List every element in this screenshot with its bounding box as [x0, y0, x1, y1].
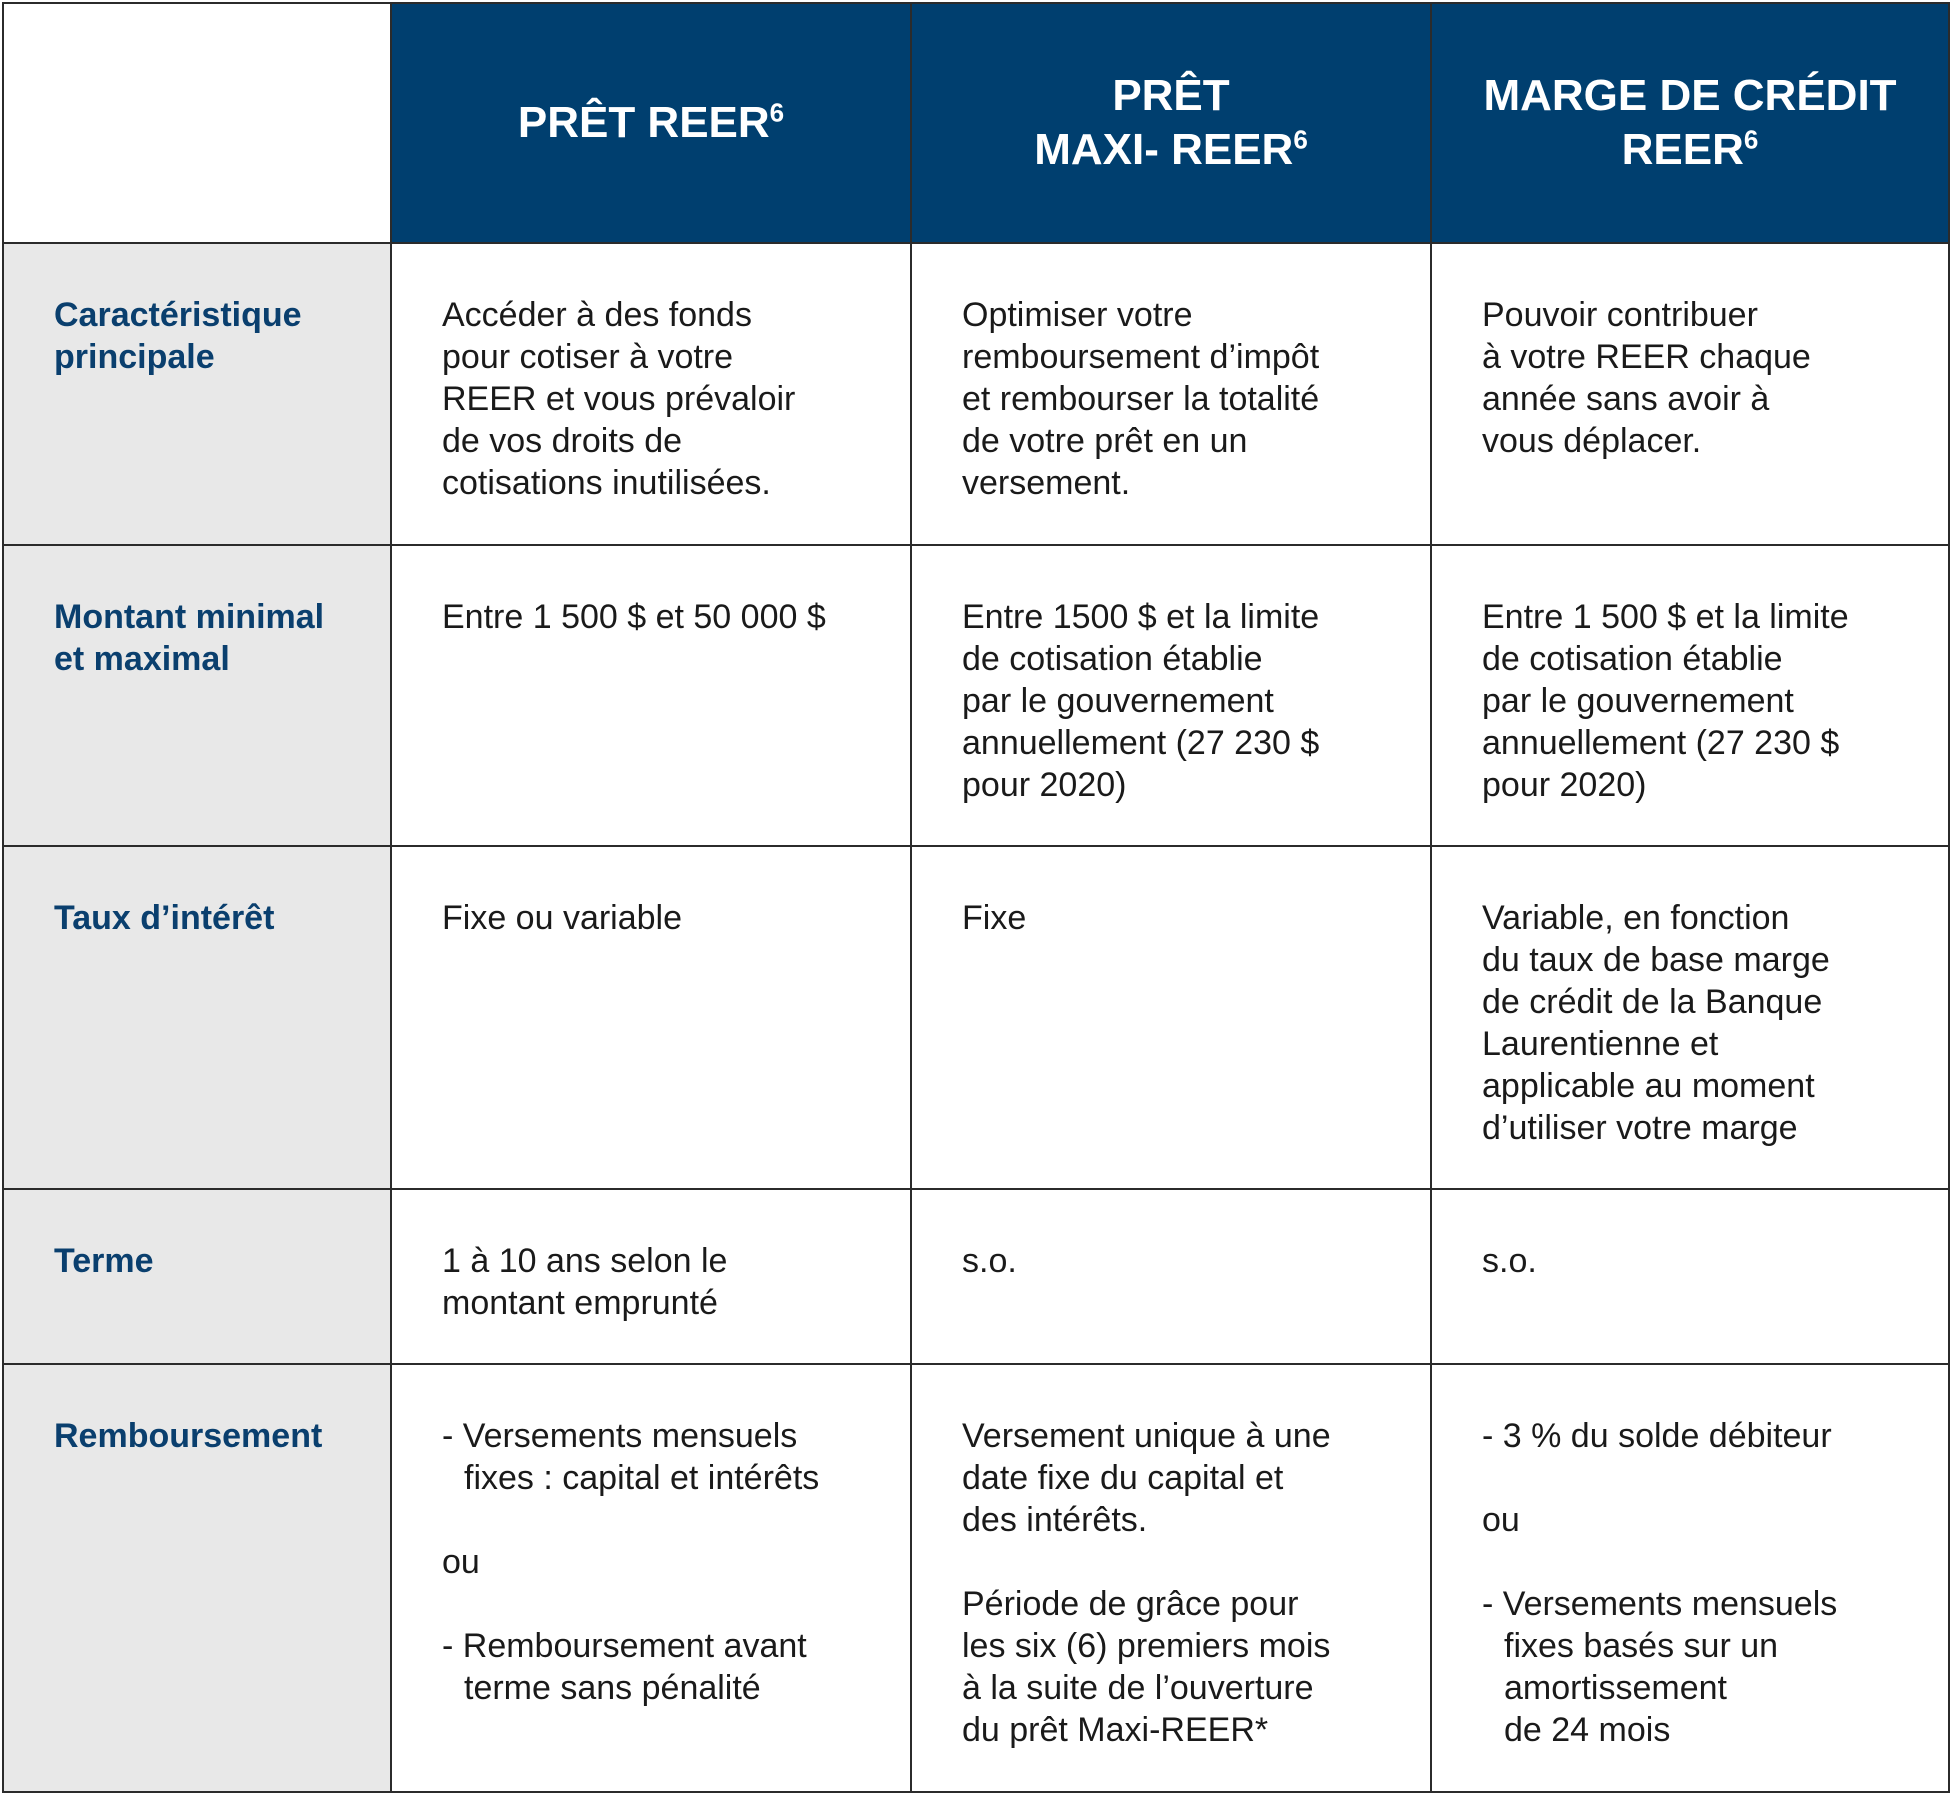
- cell-remboursement-maxi-reer: [911, 1364, 1431, 1792]
- cell-line: versement.: [962, 464, 1131, 502]
- header-pret-reer: [391, 3, 911, 243]
- row-label-taux: [3, 846, 391, 1189]
- cell-line: s.o.: [962, 1242, 1017, 1280]
- spacer: [962, 1541, 1380, 1583]
- cell-line: de cotisation établie: [1482, 640, 1783, 678]
- header-pret-maxi-reer-text: MAXI- REER: [1034, 125, 1294, 174]
- header-marge-credit-line1: MARGE DE CRÉDIT: [1483, 71, 1897, 120]
- cell-line: de votre prêt en un: [962, 422, 1248, 460]
- cell-line: applicable au moment: [1482, 1067, 1815, 1105]
- cell-line: ou: [442, 1543, 480, 1581]
- header-marge-credit-text: REER: [1621, 125, 1744, 174]
- cell-line: les six (6) premiers mois: [962, 1627, 1331, 1665]
- cell-line: Variable, en fonction: [1482, 899, 1790, 937]
- cell-line: Pouvoir contribuer: [1482, 296, 1758, 334]
- cell-montant-pret-reer: [391, 545, 911, 846]
- row-label-montant: [3, 545, 391, 846]
- cell-line: - Versements mensuels: [1482, 1585, 1838, 1623]
- label-line: Caractéristique: [54, 296, 302, 334]
- cell-line: Fixe ou variable: [442, 899, 683, 937]
- row-terme: [3, 1189, 1949, 1364]
- cell-line: fixes basés sur un: [1504, 1627, 1779, 1665]
- cell-terme-marge: [1431, 1189, 1949, 1364]
- cell-line: de 24 mois: [1504, 1711, 1671, 1749]
- cell-line: de vos droits de: [442, 422, 683, 460]
- spacer: [1482, 1457, 1898, 1499]
- row-label-remboursement: [3, 1364, 391, 1792]
- cell-caracteristique-pret-reer: [391, 243, 911, 545]
- label-line: Terme: [54, 1242, 154, 1280]
- header-marge-credit-reer: [1431, 3, 1949, 243]
- cell-line: 1 à 10 ans selon le: [442, 1242, 728, 1280]
- comparison-table: [2, 2, 1950, 1793]
- cell-line: d’utiliser votre marge: [1482, 1109, 1798, 1147]
- cell-line: Accéder à des fonds: [442, 296, 752, 334]
- cell-line: à votre REER chaque: [1482, 338, 1811, 376]
- cell-line: amortissement: [1504, 1669, 1727, 1707]
- cell-taux-pret-reer: [391, 846, 911, 1189]
- cell-caracteristique-maxi-reer: [911, 243, 1431, 545]
- header-pret-reer-text: PRÊT REER: [517, 98, 770, 147]
- spacer: [1482, 1541, 1898, 1583]
- cell-line: et rembourser la totalité: [962, 380, 1320, 418]
- cell-line: Entre 1500 $ et la limite: [962, 598, 1320, 636]
- comparison-table-container: [2, 2, 1950, 1793]
- cell-taux-marge: [1431, 846, 1949, 1189]
- cell-line: par le gouvernement: [1482, 682, 1794, 720]
- row-taux: [3, 846, 1949, 1189]
- cell-line: - Remboursement avant: [442, 1627, 807, 1665]
- cell-line: annuellement (27 230 $: [1482, 724, 1840, 762]
- cell-line: remboursement d’impôt: [962, 338, 1320, 376]
- cell-line: pour 2020): [1482, 766, 1647, 804]
- header-pret-maxi-reer-line1: PRÊT: [1112, 71, 1230, 120]
- label-line: Taux d’intérêt: [54, 899, 275, 937]
- cell-line: du taux de base marge: [1482, 941, 1830, 979]
- label-line: Montant minimal: [54, 598, 325, 636]
- cell-taux-maxi-reer: [911, 846, 1431, 1189]
- cell-remboursement-pret-reer: [391, 1364, 911, 1792]
- header-row: [3, 3, 1949, 243]
- header-empty-cell: [3, 3, 391, 243]
- cell-terme-pret-reer: [391, 1189, 911, 1364]
- cell-line: à la suite de l’ouverture: [962, 1669, 1314, 1707]
- cell-line: Versement unique à une: [962, 1417, 1331, 1455]
- cell-caracteristique-marge: [1431, 243, 1949, 545]
- cell-line: - Versements mensuels: [442, 1417, 798, 1455]
- cell-line: pour 2020): [962, 766, 1127, 804]
- cell-line: Optimiser votre: [962, 296, 1193, 334]
- footnote-marker: 6: [1743, 124, 1759, 155]
- spacer: [442, 1583, 860, 1625]
- cell-line: annuellement (27 230 $: [962, 724, 1320, 762]
- header-pret-maxi-reer: [911, 3, 1431, 243]
- row-label-terme: [3, 1189, 391, 1364]
- footnote-marker: 6: [769, 97, 785, 128]
- row-caracteristique: [3, 243, 1949, 545]
- header-marge-credit-line2: [1452, 123, 1928, 177]
- label-line: Remboursement: [54, 1417, 323, 1455]
- header-pret-maxi-reer-line2: [932, 123, 1410, 177]
- cell-line: par le gouvernement: [962, 682, 1274, 720]
- cell-line: s.o.: [1482, 1242, 1537, 1280]
- cell-montant-maxi-reer: [911, 545, 1431, 846]
- cell-line: des intérêts.: [962, 1501, 1148, 1539]
- cell-remboursement-marge: [1431, 1364, 1949, 1792]
- cell-line: Période de grâce pour: [962, 1585, 1299, 1623]
- spacer: [442, 1499, 860, 1541]
- cell-line: ou: [1482, 1501, 1520, 1539]
- cell-line: terme sans pénalité: [464, 1669, 761, 1707]
- row-remboursement: [3, 1364, 1949, 1792]
- cell-line: de cotisation établie: [962, 640, 1263, 678]
- row-label-caracteristique: [3, 243, 391, 545]
- cell-terme-maxi-reer: [911, 1189, 1431, 1364]
- cell-line: Entre 1 500 $ et la limite: [1482, 598, 1849, 636]
- cell-line: de crédit de la Banque: [1482, 983, 1823, 1021]
- cell-line: date fixe du capital et: [962, 1459, 1284, 1497]
- cell-line: fixes : capital et intérêts: [464, 1459, 820, 1497]
- cell-line: cotisations inutilisées.: [442, 464, 771, 502]
- cell-line: - 3 % du solde débiteur: [1482, 1417, 1832, 1455]
- footnote-marker: 6: [1293, 124, 1308, 155]
- cell-line: vous déplacer.: [1482, 422, 1702, 460]
- cell-montant-marge: [1431, 545, 1949, 846]
- row-montant: [3, 545, 1949, 846]
- label-line: et maximal: [54, 640, 230, 678]
- cell-line: montant emprunté: [442, 1284, 718, 1322]
- cell-line: REER et vous prévaloir: [442, 380, 796, 418]
- cell-line: année sans avoir à: [1482, 380, 1770, 418]
- label-line: principale: [54, 338, 215, 376]
- cell-line: Fixe: [962, 899, 1027, 937]
- cell-line: Laurentienne et: [1482, 1025, 1719, 1063]
- cell-line: pour cotiser à votre: [442, 338, 734, 376]
- cell-line: du prêt Maxi-REER*: [962, 1711, 1269, 1749]
- cell-line: Entre 1 500 $ et 50 000 $: [442, 598, 826, 636]
